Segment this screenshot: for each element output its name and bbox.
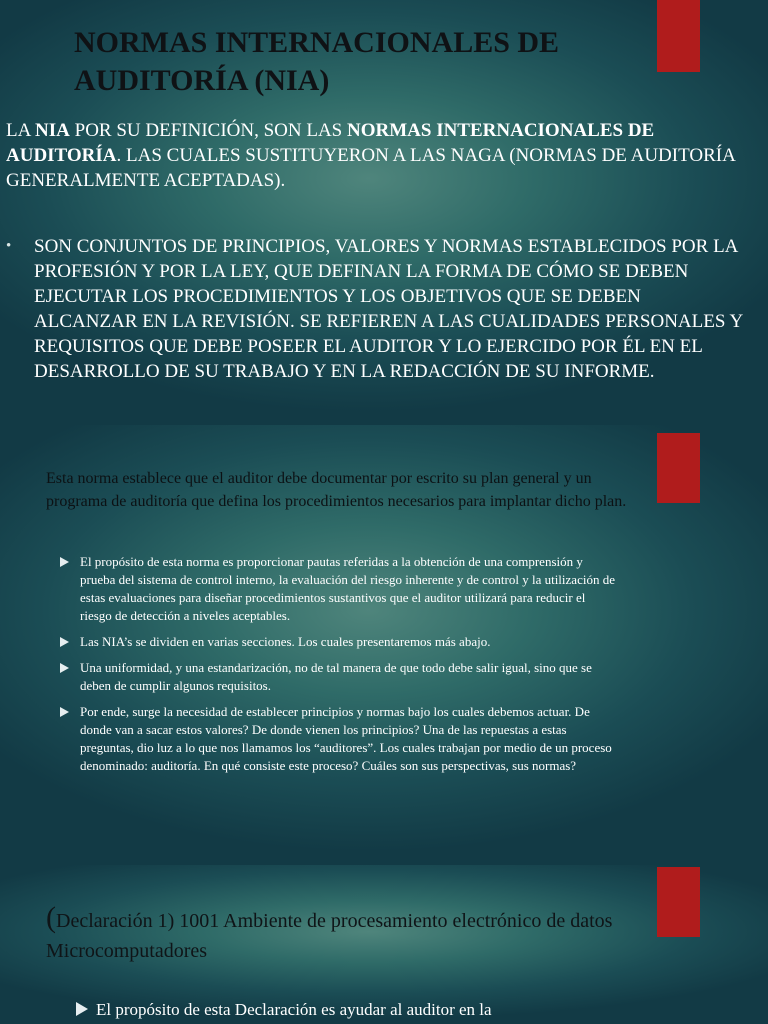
list-item <box>60 633 620 651</box>
intro-text-2: POR SU DEFINICIÓN, SON LAS <box>69 120 347 141</box>
red-accent-bar <box>657 867 700 937</box>
list-item-text: El propósito de esta norma es proporcionar pautas referidas a la obtención de una comprensión y prueba del sistema de control interno, la evaluación del riesgo inherente y de control y la utilización de estas evaluaciones para diseñar procedimientos sustantivos que el auditor utilizará para reducir el riesgo de detección a niveles aceptables. <box>80 554 615 623</box>
list-item <box>60 703 620 775</box>
declaration-bullet-text: El propósito de esta Declaración es ayudar al auditor en la <box>96 1000 492 1019</box>
intro-bold-nia: NIA <box>35 120 70 141</box>
intro-bold-normas: NORMAS INTERNACIONALES DE AUDITORÍA <box>6 120 655 166</box>
intro-text-1: LA <box>6 120 36 141</box>
triangle-bullet-icon <box>60 637 69 647</box>
triangle-bullet-icon <box>60 707 69 717</box>
intro-paragraph <box>6 118 746 193</box>
norm-bullet-list <box>60 553 620 783</box>
definition-bullet <box>6 234 744 384</box>
triangle-bullet-icon <box>60 557 69 567</box>
slide-3 <box>0 865 768 1024</box>
list-item-text: Por ende, surge la necesidad de establecer principios y normas bajo los cuales debemos actuar. De donde van a sacar estos valores? De donde vienen los principios? Una de las repuestas a estas preguntas, dio luz a lo que nos llamamos los “auditores”. Los cuales trabajan por medio de un proceso denominado: auditoría. En qué consiste este proceso? Cuáles son sus perspectivas, sus normas? <box>80 704 612 773</box>
heading-paren: ( <box>46 901 56 934</box>
intro-text-3: . LAS CUALES SUSTITUYERON A LAS NAGA (NORMAS DE AUDITORÍA GENERALMENTE ACEPTADAS). <box>6 145 735 191</box>
list-item <box>60 553 620 625</box>
list-item <box>60 659 620 695</box>
declaration-bullet <box>76 999 696 1021</box>
declaration-heading <box>46 903 646 966</box>
red-accent-bar <box>657 0 700 72</box>
list-item-text: Una uniformidad, y una estandarización, no de tal manera de que todo debe salir igual, sino que se deben de cumplir algunos requisitos. <box>80 660 592 693</box>
triangle-bullet-icon <box>60 663 69 673</box>
definition-bullet-text: SON CONJUNTOS DE PRINCIPIOS, VALORES Y NORMAS ESTABLECIDOS POR LA PROFESIÓN Y POR LA LEY, QUE DEFINAN LA FORMA DE CÓMO SE DEBEN EJECUTAR LOS PROCEDIMIENTOS Y LOS OBJETIVOS QUE SE DEBEN ALCANZAR EN LA REVISIÓN. SE REFIEREN A LAS CUALIDADES PERSONALES Y REQUISITOS QUE DEBE POSEER EL AUDITOR Y LO EJERCIDO POR ÉL EN EL DESARROLLO DE SU TRABAJO Y EN LA REDACCIÓN DE SU INFORME. <box>34 236 743 382</box>
slide-1 <box>0 0 768 425</box>
list-item-text: Las NIA’s se dividen en varias secciones. Los cuales presentaremos más abajo. <box>80 634 491 649</box>
norm-paragraph: Esta norma establece que el auditor debe documentar por escrito su plan general y un programa de auditoría que defina los procedimientos necesarios para implantar dicho plan. <box>46 470 627 510</box>
triangle-bullet-icon <box>76 1002 88 1016</box>
slide-2 <box>0 425 768 865</box>
red-accent-bar <box>657 433 700 503</box>
heading-text: Declaración 1) 1001 Ambiente de procesamiento electrónico de datos Microcomputadores <box>46 910 613 962</box>
bullet-dot-icon: • <box>6 238 12 254</box>
slide-title: NORMAS INTERNACIONALES DE AUDITORÍA (NIA) <box>74 26 560 97</box>
